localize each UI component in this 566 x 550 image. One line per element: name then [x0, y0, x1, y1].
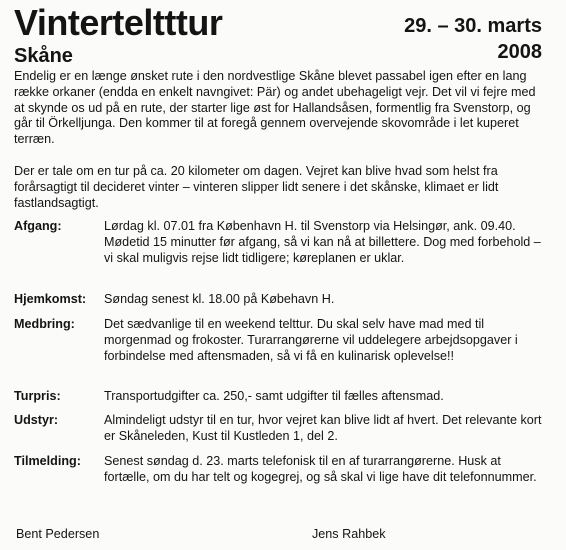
detail-value: Senest søndag d. 23. marts telefonisk til en af turarrangørerne. Husk at fortælle, om du har telt og kogegrej, og så skal vi lige have dit telefonnummer.: [104, 454, 537, 484]
detail-label: Hjemkomst:: [14, 292, 87, 306]
detail-label: Afgang:: [14, 219, 62, 233]
detail-value: Det sædvanlige til en weekend telttur. Du skal selv have mad med til morgenmad og frokoster. Turarrangørerne vil uddelegere arbejdsopgaver i forbindelse med aftensmaden, så vi få en kulinarisk oplevelse!!: [104, 317, 518, 363]
detail-value: Almindeligt udstyr til en tur, hvor vejret kan blive lidt af hvert. Det relevante kort er Skåneleden, Kust til Kustleden 1, del 2.: [104, 413, 542, 443]
detail-label: Medbring:: [14, 317, 75, 331]
detail-value: Lørdag kl. 07.01 fra København H. til Svenstorp via Helsingør, ank. 09.40. Mødetid 15 minutter før afgang, så vi kan nå at billettere. Dog med forbehold – vi skal muligvis rejse lidt tidligere; køreplanen er uklar.: [104, 219, 541, 265]
date-range: 29. – 30. marts: [404, 15, 542, 37]
intro-paragraph: Endelig er en længe ønsket rute i den nordvestlige Skåne blevet passabel igen efter en lang række orkaner (endda en enkelt navngivet: Pär) og andet ubehageligt vejr. Det vil vi fejre med at skynde os ud på en rute, der starter lige øst for Hallandsåsen, formentlig fra Svenstorp, og går til Örkelljunga. Den kommer til at foregå gennem overvejende skovområde i let kuperet terræn.: [14, 69, 536, 147]
contact-name-right: Jens Rahbek: [312, 527, 386, 541]
year: 2008: [497, 41, 542, 63]
detail-label: Udstyr:: [14, 413, 59, 427]
document-title: Vinterteltttur: [14, 2, 223, 43]
region-subtitle: Skåne: [14, 45, 73, 67]
detail-value: Søndag senest kl. 18.00 på Købehavn H.: [104, 292, 335, 306]
intro-paragraph: Der er tale om en tur på ca. 20 kilometer om dagen. Vejret kan blive hvad som helst fra forårsagtigt til decideret vinter – vinteren slipper lidt senere i det skånske, klimaet er lidt fastlandsagtigt.: [14, 164, 499, 210]
detail-label: Turpris:: [14, 389, 61, 403]
detail-label: Tilmelding:: [14, 454, 81, 468]
contact-name-left: Bent Pedersen: [16, 527, 100, 541]
detail-value: Transportudgifter ca. 250,- samt udgifter til fælles aftensmad.: [104, 389, 444, 403]
